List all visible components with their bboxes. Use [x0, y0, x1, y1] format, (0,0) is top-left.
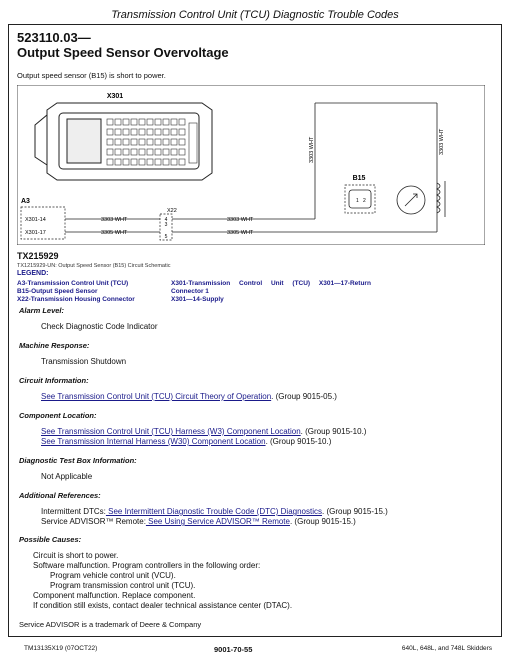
- test-box-heading: Diagnostic Test Box Information:: [19, 456, 137, 465]
- footer-models: 640L, 648L, and 748L Skidders: [401, 645, 492, 652]
- figure-number: TX215929: [17, 251, 59, 261]
- tcu-harness-location-suffix: . (Group 9015-10.): [300, 427, 367, 436]
- b15-pin-1: 1: [356, 198, 359, 204]
- legend-item: X301—14-Supply: [171, 296, 224, 303]
- b15-label: B15: [352, 175, 366, 182]
- component-location-line-2: [41, 437, 331, 446]
- reference-line-1: [41, 507, 388, 516]
- circuit-theory-suffix: . (Group 9015-05.): [271, 392, 337, 401]
- x301-label: X301: [106, 93, 124, 100]
- legend-item: B15-Output Speed Sensor: [17, 288, 98, 295]
- cause-item: Program transmission control unit (TCU).: [50, 581, 196, 590]
- trademark-note: Service ADVISOR is a trademark of Deere & Company: [19, 620, 202, 629]
- a3-label: A3: [21, 198, 30, 205]
- cause-item: Circuit is short to power.: [33, 551, 119, 560]
- frame-right-rule: [501, 24, 502, 636]
- legend-item: A3-Transmission Control Unit (TCU): [17, 280, 129, 287]
- component-location-line-1: [41, 427, 366, 436]
- machine-response-heading: Machine Response:: [19, 341, 90, 350]
- reference-line-2: [41, 517, 356, 526]
- wire-3303-left: 3303 WHT: [101, 217, 128, 223]
- service-advisor-remote-link[interactable]: See Using Service ADVISOR™ Remote: [145, 517, 290, 526]
- intermittent-dtcs-prefix: Intermittent DTCs:: [41, 507, 106, 516]
- frame-left-rule: [8, 24, 9, 636]
- internal-harness-location-suffix: . (Group 9015-10.): [265, 437, 332, 446]
- intermittent-dtc-link[interactable]: See Intermittent Diagnostic Trouble Code (DTC) Diagnostics: [105, 507, 322, 516]
- x22-label: X22: [167, 208, 177, 214]
- x301-connector-drawing: [35, 103, 212, 180]
- cause-item: If condition still exists, contact dealer technical assistance center (DTAC).: [33, 601, 293, 610]
- wire-3303-mid: 3303 WHT: [227, 217, 254, 223]
- footer-page-number: 9001-70-55: [214, 645, 253, 654]
- x301-17-label: X301-17: [25, 230, 46, 236]
- header-rule: [8, 24, 502, 25]
- legend: [17, 270, 371, 303]
- machine-response-value: Transmission Shutdown: [41, 357, 127, 366]
- page-header-title: Transmission Control Unit (TCU) Diagnostic Trouble Codes: [111, 9, 399, 21]
- dtc-code: 523110.03—: [17, 30, 91, 45]
- footer-rule: [8, 636, 502, 637]
- dtc-title: Output Speed Sensor Overvoltage: [17, 45, 229, 60]
- legend-item: X22-Transmission Housing Connector: [17, 296, 135, 303]
- wire-3303-vert-right: 3303 WHT: [439, 128, 445, 155]
- component-location-heading: Component Location:: [19, 411, 97, 420]
- test-box-value: Not Applicable: [41, 472, 93, 481]
- b15-pin-2: 2: [363, 198, 366, 204]
- x22-pin-4: 4: [164, 217, 168, 223]
- b15-connector: [349, 190, 371, 208]
- circuit-info-line: [41, 392, 337, 401]
- cause-item: Software malfunction. Program controllers in the following order:: [33, 561, 261, 570]
- alarm-level-heading: Alarm Level:: [19, 306, 65, 315]
- wire-3303-vert-left: 3303 WHT: [309, 136, 315, 163]
- tcu-harness-location-link[interactable]: See Transmission Control Unit (TCU) Harness (W3) Component Location: [41, 427, 301, 436]
- figure-caption: TX1215929-UN: Output Speed Sensor (B15) Circuit Schematic: [17, 263, 171, 269]
- service-advisor-suffix: . (Group 9015-15.): [289, 517, 356, 526]
- dtc-description: Output speed sensor (B15) is short to power.: [17, 71, 166, 80]
- alarm-level-value: Check Diagnostic Code Indicator: [41, 322, 158, 331]
- service-advisor-prefix: Service ADVISOR™ Remote:: [41, 517, 146, 526]
- circuit-schematic: [17, 85, 485, 245]
- legend-title: LEGEND:: [17, 270, 49, 277]
- wire-3305-mid: 3305 WHT: [227, 230, 254, 236]
- intermittent-dtc-suffix: . (Group 9015-15.): [322, 507, 388, 516]
- circuit-info-heading: Circuit Information:: [19, 376, 89, 385]
- cause-item: Program vehicle control unit (VCU).: [50, 571, 176, 580]
- internal-harness-location-link[interactable]: See Transmission Internal Harness (W30) Component Location: [41, 437, 266, 446]
- additional-references-heading: Additional References:: [19, 491, 101, 500]
- cause-item: Component malfunction. Replace component.: [33, 591, 196, 600]
- possible-causes-heading: Possible Causes:: [19, 535, 82, 544]
- x22-pin-5: 5: [164, 234, 168, 240]
- circuit-theory-link[interactable]: See Transmission Control Unit (TCU) Circuit Theory of Operation: [41, 392, 272, 401]
- x22-pin-3: 3: [164, 222, 168, 228]
- footer-doc-id: TM13135X19 (07OCT22): [24, 645, 98, 652]
- legend-item: X301-Transmission Control Unit (TCU) X301—17-Return: [171, 280, 371, 287]
- x301-14-label: X301-14: [25, 217, 46, 223]
- legend-item: Connector 1: [171, 288, 209, 295]
- wire-3305-left: 3305 WHT: [101, 230, 128, 236]
